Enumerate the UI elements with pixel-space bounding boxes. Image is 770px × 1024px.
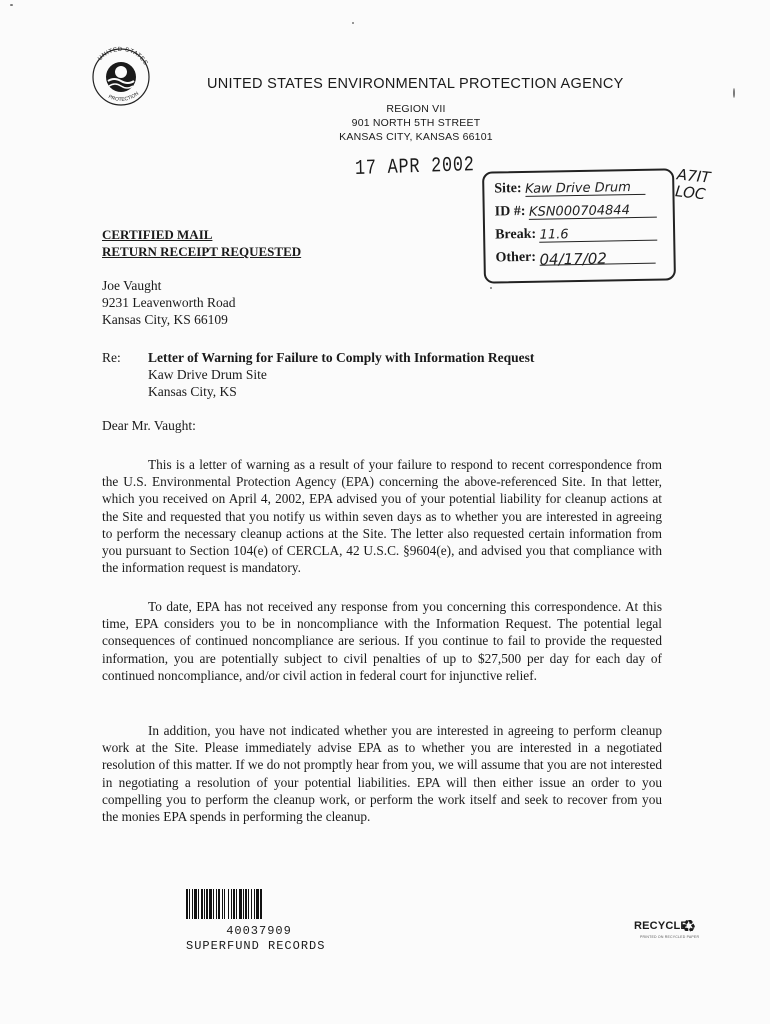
recycle-fine-print: PRINTED ON RECYCLED PAPER bbox=[640, 935, 700, 939]
recipient-name: Joe Vaught bbox=[102, 278, 162, 293]
body-paragraph-2: To date, EPA has not received any response from you concerning this correspondence. At this time, EPA considers you to be in noncompliance with the Information Request. The potential legal consequences of continued noncompliance are serious. If you continue to fail to provide the requested information, you are potentially subject to civil penalties of up to $27,500 per day for each day of continued noncompliance, and/or civil action in federal court for injunctive relief. bbox=[102, 599, 662, 683]
barcode-bar bbox=[186, 889, 188, 919]
city-address: KANSAS CITY, KANSAS 66101 bbox=[339, 131, 493, 143]
re-site: Kaw Drive Drum Site bbox=[148, 367, 267, 382]
break-label: Break: bbox=[495, 226, 537, 243]
barcode-bar bbox=[216, 889, 217, 919]
scan-speck bbox=[10, 4, 13, 6]
barcode-bar bbox=[260, 889, 262, 919]
id-label: ID #: bbox=[494, 203, 526, 220]
recipient-city: Kansas City, KS 66109 bbox=[102, 312, 228, 327]
barcode-bar bbox=[194, 889, 197, 919]
barcode-bar bbox=[245, 889, 247, 919]
barcode-bar bbox=[198, 889, 199, 919]
recycle-label: RECYCLE bbox=[634, 920, 688, 932]
certified-mail: CERTIFIED MAIL bbox=[102, 227, 213, 242]
barcode-bar bbox=[192, 889, 193, 919]
id-value: KSN000704844 bbox=[529, 203, 657, 220]
margin-note-line1: A7IT bbox=[676, 165, 712, 187]
barcode-bar bbox=[231, 889, 232, 919]
barcode bbox=[186, 889, 332, 919]
re-city: Kansas City, KS bbox=[148, 384, 237, 399]
barcode-bar bbox=[236, 889, 237, 919]
scan-speck bbox=[733, 88, 735, 98]
scan-speck bbox=[490, 287, 492, 289]
region: REGION VII bbox=[386, 103, 446, 115]
seal-text-bottom: PROTECTION bbox=[107, 90, 141, 103]
barcode-bar bbox=[251, 889, 252, 919]
site-value: Kaw Drive Drum bbox=[525, 180, 645, 197]
re-label: Re: bbox=[102, 350, 121, 365]
break-value: 11.6 bbox=[539, 226, 657, 243]
barcode-bar bbox=[204, 889, 205, 919]
date-stamp: 17 APR 2002 bbox=[354, 154, 475, 181]
barcode-bar bbox=[189, 889, 190, 919]
barcode-bar bbox=[224, 889, 225, 919]
recycle-icon: ♻ bbox=[681, 917, 697, 936]
site-label: Site: bbox=[494, 180, 522, 197]
barcode-bar bbox=[228, 889, 229, 919]
other-label: Other: bbox=[495, 249, 537, 266]
seal-text-top: UNITED STATES bbox=[97, 46, 149, 67]
barcode-bar bbox=[209, 889, 212, 919]
margin-note-line2: LOC bbox=[674, 182, 707, 204]
barcode-bar bbox=[213, 889, 214, 919]
barcode-bar bbox=[243, 889, 244, 919]
barcode-number: 40037909 bbox=[226, 924, 292, 938]
salutation: Dear Mr. Vaught: bbox=[102, 418, 196, 433]
superfund-records-label: SUPERFUND RECORDS bbox=[186, 939, 326, 953]
barcode-bar bbox=[254, 889, 255, 919]
body-paragraph-1: This is a letter of warning as a result of your failure to respond to recent correspondence from the U.S. Environmental Protection Agency (EPA) concerning the above-referenced Site. In that letter, which you received on April 4, 2002, EPA advised you of your potential liability for cleanup actions at the Site and requested that you notify us within seven days as to whether you are interested in agreeing to perform the necessary cleanup actions at the Site. The letter also requested certain information from you pursuant to Section 104(e) of CERCLA, 42 U.S.C. §9604(e), and advised you that compliance with the information request is mandatory. bbox=[102, 457, 662, 576]
margin-note bbox=[674, 166, 711, 203]
barcode-bar bbox=[218, 889, 220, 919]
barcode-bar bbox=[201, 889, 203, 919]
barcode-bar bbox=[206, 889, 208, 919]
return-receipt: RETURN RECEIPT REQUESTED bbox=[102, 244, 302, 259]
barcode-bar bbox=[233, 889, 235, 919]
other-value: 04/17/02 bbox=[539, 249, 655, 266]
re-subject: Letter of Warning for Failure to Comply with Information Request bbox=[148, 350, 535, 365]
street-address: 901 NORTH 5TH STREET bbox=[351, 117, 481, 129]
barcode-bar bbox=[256, 889, 259, 919]
epa-seal-icon bbox=[82, 44, 160, 106]
barcode-bar bbox=[222, 889, 223, 919]
recipient-street: 9231 Leavenworth Road bbox=[102, 295, 236, 310]
scan-speck bbox=[352, 22, 354, 24]
agency-name: UNITED STATES ENVIRONMENTAL PROTECTION AGENCY bbox=[207, 76, 624, 92]
barcode-bar bbox=[239, 889, 242, 919]
body-paragraph-3: In addition, you have not indicated whether you are interested in agreeing to perform cleanup work at the Site. Please immediately advise EPA as to whether you are interested in a negotiated resolution of this matter. If we do not promptly hear from you, we will assume that you are not interested in negotiating a resolution of your potential liabilities. EPA will then either issue an order to you compelling you to perform the cleanup work, or perform the work itself and seek to recover from you the monies EPA spends in performing the cleanup. bbox=[102, 723, 662, 825]
barcode-bar bbox=[248, 889, 249, 919]
site-stamp bbox=[482, 168, 676, 283]
